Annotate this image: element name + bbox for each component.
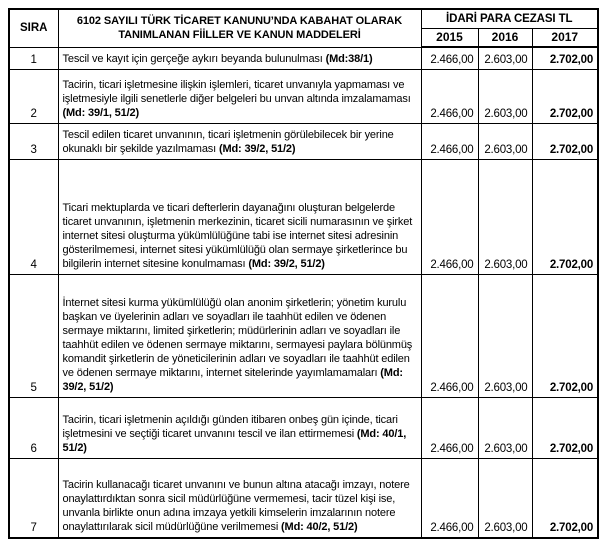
penalty-2015-cell: 2.466,00 (421, 458, 478, 538)
table-row (9, 123, 598, 159)
penalty-2017-cell: 2.702,00 (532, 47, 598, 69)
offense-article-ref: (Md:38/1) (325, 52, 373, 65)
offense-description-cell (58, 159, 421, 274)
offense-description-cell (58, 123, 421, 159)
offense-text: Ticari mektuplarda ve ticari defterlerin dayanağını oluşturan belgelerde ticaret unvanının, işletmenin merkezinin, ticaret sicili numarasının ve şirket internet sitesi oluşturma yükümlülüğüne tabi ise internet sitesi adresinin gösterilmemesi, internet sitesi yükümlülüğü olan sermaye şirketlerince bu bilgilerin internet sitesine konulmaması (62, 201, 413, 270)
offense-text: Tacirin, ticari işletmesine ilişkin işlemleri, ticaret unvanıyla yapmaması ve işletmesiyle ilgili senetlerle diğer belgeleri bu unvan altında imzalamaması (62, 78, 411, 105)
offense-text: Tescil edilen ticaret unvanının, ticari işletmenin görülebilecek bir yerine okunaklı bir şekilde yazılmaması (62, 128, 394, 155)
offense-text: Tacirin, ticari işletmenin açıldığı günden itibaren onbeş gün içinde, ticari işletmesini ve seçtiği ticaret unvanını tescil ve ilan ettirmemesi (62, 413, 398, 440)
offense-article-ref: (Md: 39/2, 51/2) (218, 142, 296, 155)
header-year-2015: 2015 (421, 28, 478, 47)
table-row (9, 69, 598, 123)
offense-description-cell (58, 47, 421, 69)
table-row (9, 47, 598, 69)
penalty-2016-cell: 2.603,00 (478, 69, 532, 123)
offense-description-cell (58, 458, 421, 538)
offense-article-ref: (Md: 39/2, 51/2) (62, 366, 403, 393)
row-number-cell: 3 (9, 123, 58, 159)
row-number-cell: 4 (9, 159, 58, 274)
offense-article-ref: (Md: 40/2, 51/2) (281, 521, 358, 533)
row-number-cell: 6 (9, 397, 58, 458)
penalty-2017-cell: 2.702,00 (532, 123, 598, 159)
header-penalty-group: İDARİ PARA CEZASI TL (421, 9, 598, 28)
penalty-2015-cell: 2.466,00 (421, 123, 478, 159)
penalty-2016-cell: 2.603,00 (478, 123, 532, 159)
header-sira: SIRA (9, 9, 58, 47)
table-row (9, 274, 598, 397)
table-row (9, 159, 598, 274)
penalty-2016-cell: 2.603,00 (478, 159, 532, 274)
header-offense-description: 6102 SAYILI TÜRK TİCARET KANUNU’NDA KABAHAT OLARAK TANIMLANAN FİİLLER VE KANUN MADDELERİ (58, 9, 421, 47)
penalty-2017-cell: 2.702,00 (532, 69, 598, 123)
penalty-table (8, 8, 599, 539)
penalty-2017-cell: 2.702,00 (532, 274, 598, 397)
row-number-cell: 5 (9, 274, 58, 397)
header-year-2017: 2017 (532, 28, 598, 47)
offense-description-cell (58, 69, 421, 123)
penalty-2015-cell: 2.466,00 (421, 47, 478, 69)
offense-article-ref: (Md: 39/1, 51/2) (62, 106, 139, 119)
penalty-2017-cell: 2.702,00 (532, 159, 598, 274)
offense-text: Tescil ve kayıt için gerçeğe aykırı beyanda bulunulması (62, 52, 323, 65)
offense-text: Tacirin kullanacağı ticaret unvanını ve bunun altına atacağı imzayı, notere onaylattırdıktan sonra sicil müdürlüğüne vermemesi, tacir tüzel kişi ise, unvanla birlikte onun adına imzaya yetkili kimselerin imzalarının notere onaylattırılarak sicil müdürlüğüne verilmemesi (62, 479, 410, 533)
penalty-2017-cell: 2.702,00 (532, 397, 598, 458)
offense-article-ref: (Md: 40/1, 51/2) (62, 427, 407, 454)
penalty-2016-cell: 2.603,00 (478, 397, 532, 458)
penalty-2016-cell: 2.603,00 (478, 458, 532, 538)
header-year-2016: 2016 (478, 28, 532, 47)
row-number-cell: 7 (9, 458, 58, 538)
row-number-cell: 1 (9, 47, 58, 69)
penalty-2015-cell: 2.466,00 (421, 159, 478, 274)
penalty-2017-cell: 2.702,00 (532, 458, 598, 538)
table-row (9, 458, 598, 538)
penalty-2016-cell: 2.603,00 (478, 274, 532, 397)
offense-text: İnternet sitesi kurma yükümlülüğü olan anonim şirketlerin; yönetim kurulu başkan ve üyelerinin adları ve soyadları ile taahhüt edilen ve ödenen sermaye miktarını, limited şirketlerin; müdürlerinin adları ve soyadları ile taahhüt edilen ve ödenen sermaye miktarını, sermayesi paylara bölünmüş komandit şirketlerin de yöneticilerinin adları ve soyadları ile taahhüt edilen ve ödenen sermaye miktarını, internet sitelerinde yayımlamamaları (62, 296, 413, 379)
row-number-cell: 2 (9, 69, 58, 123)
offense-description-cell (58, 397, 421, 458)
penalty-2015-cell: 2.466,00 (421, 397, 478, 458)
header-row-top (9, 9, 598, 28)
offense-description-cell (58, 274, 421, 397)
table-row (9, 397, 598, 458)
penalty-2015-cell: 2.466,00 (421, 69, 478, 123)
penalty-2016-cell: 2.603,00 (478, 47, 532, 69)
offense-article-ref: (Md: 39/2, 51/2) (248, 257, 325, 270)
penalty-2015-cell: 2.466,00 (421, 274, 478, 397)
